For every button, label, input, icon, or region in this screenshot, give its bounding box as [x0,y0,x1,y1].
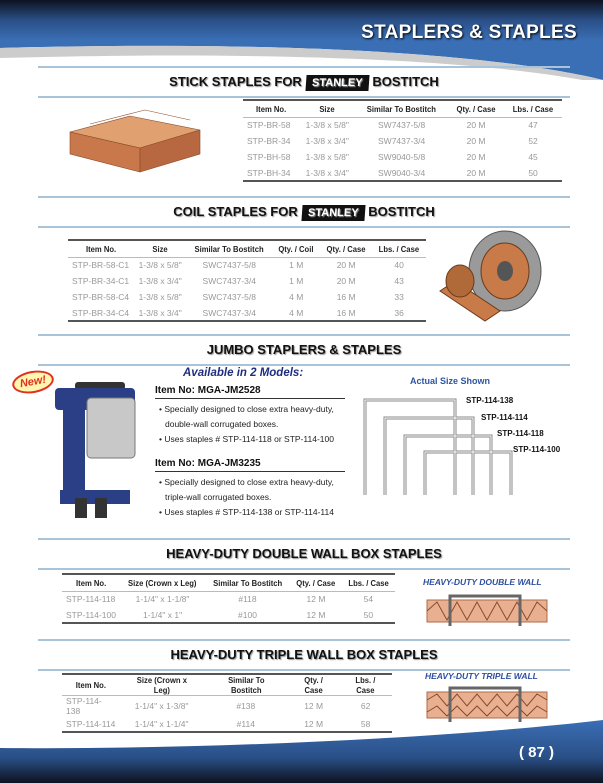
table-cell: 16 M [336,292,356,302]
model-1 [155,385,345,447]
bullet: • Uses staples # STP-114-118 or STP-114-100 [159,434,334,444]
model-item-no: Item No: MGA-JM2528 [155,385,345,399]
double-wall-image [425,590,550,635]
bullet-text: Uses staples # STP-114-138 or STP-114-114 [164,507,334,517]
table-header [243,100,562,117]
col-header: Similar To Bostitch [209,574,286,591]
section-header-stick [38,66,570,98]
table-cell: STP-114-118 [66,594,116,605]
jumbo-stapler-image [45,378,153,528]
brand-name: BOSTITCH [368,204,435,219]
col-header: Qty. / Case [291,674,337,696]
bullet-cont: triple-wall corrugated boxes. [165,492,272,502]
table-cell: 1-3/8 x 5/8" [305,120,349,131]
section-header-triple-wall [38,639,570,671]
table-cell: 20 M [466,167,486,178]
brand-name: BOSTITCH [372,74,439,89]
table-cell: STP-114-138 [66,696,102,716]
table-row [68,273,426,289]
table-row [243,165,562,181]
table-cell: 4 M [289,307,304,318]
table-cell: 50 [528,167,538,178]
coil-staples-image [430,226,545,331]
staple-label: STP-114-114 [481,413,528,422]
table-cell: #138 [236,701,256,711]
staple-size-diagram [360,390,530,500]
table-cell: 1-1/4" x 1-1/8" [135,594,190,605]
table-cell: SWC7437-5/8 [202,260,256,271]
table-row [68,305,426,321]
table-cell: SW7437-3/4 [378,136,426,146]
table-cell: 50 [363,609,374,620]
table-cell: 58 [360,718,371,729]
table-cell: 1-1/4" x 1-1/4" [134,718,189,729]
table-cell: STP-114-100 [66,609,116,620]
table-cell: 20 M [466,136,486,146]
table-cell: #114 [236,718,255,729]
table-cell: 40 [394,260,404,271]
col-header: Item No. [71,240,131,257]
table-cell: 1-3/8 x 5/8" [138,260,182,271]
col-header: Similar To Bostitch [190,240,268,257]
table-cell: 1-3/8 x 3/4" [138,307,182,318]
table-cell: STP-BR-58 [247,120,291,131]
table-row [243,149,562,165]
table-cell: SWC7437-3/4 [202,276,256,286]
table-cell: STP-BR-34-C4 [72,307,130,318]
bullet-text: Specially designed to close extra heavy-duty, [164,404,334,414]
page-number: ( 87 ) [519,744,555,761]
table-cell: SW7437-5/8 [378,120,426,131]
col-header: Lbs. / Case [375,240,423,257]
bullet-text: Specially designed to close extra heavy-duty, [164,477,334,487]
triple-wall-label: HEAVY-DUTY TRIPLE WALL [425,671,538,681]
table-cell: 45 [528,152,538,162]
table-row [68,257,426,273]
table-cell: 1-1/4" x 1-3/8" [134,701,189,711]
section-header-coil [38,196,570,228]
table-cell: SW9040-3/4 [378,167,426,178]
col-header: Lbs. / Case [342,674,389,696]
table-cell: SWC7437-5/8 [202,292,256,302]
table-cell: SW9040-5/8 [378,152,426,162]
model-item-no: Item No: MGA-JM3235 [155,458,345,472]
section-title: STICK STAPLES FOR [169,74,302,89]
table-cell: 12 M [304,718,324,729]
page-title: STAPLERS & STAPLES [361,22,577,43]
stanley-logo: STANLEY [301,205,365,221]
section-header-double-wall [38,538,570,570]
col-header: Lbs. / Case [344,574,392,591]
table-cell: STP-114-114 [66,718,116,729]
table-row [62,696,392,717]
bullet: • Specially designed to close extra heavy-duty, [159,477,334,487]
table-row [243,133,562,149]
table-cell: 20 M [336,276,356,286]
table-cell: 12 M [306,609,326,620]
table-cell: SWC7437-3/4 [202,307,256,318]
table-cell: 1 M [289,260,304,271]
coil-staples-table [68,239,426,322]
table-cell: 36 [394,307,404,318]
col-header: Item No. [65,574,117,591]
table-header [62,674,392,696]
col-header: Size (Crown x Leg) [125,574,201,591]
col-header: Size [302,100,352,117]
col-header: Qty. / Case [293,574,339,591]
bullet: • Specially designed to close extra heavy-duty, [159,404,334,414]
model-2 [155,458,345,520]
col-header: Qty. / Case [451,100,501,117]
table-cell: 1-1/4" x 1" [143,609,183,620]
table-cell: 12 M [306,594,326,605]
table-cell: 1-3/8 x 3/4" [138,276,182,286]
table-cell: STP-BR-34 [247,136,291,146]
col-header: Similar To Bostitch [360,100,443,117]
table-cell: 20 M [466,120,486,131]
section-title: JUMBO STAPLERS & STAPLES [206,342,402,357]
actual-size-label: Actual Size Shown [410,376,491,386]
table-header [68,240,426,257]
table-cell: 4 M [289,292,304,302]
new-badge: New! [10,368,55,397]
table-cell: 12 M [304,701,324,711]
table-cell: STP-BR-58-C1 [72,260,130,271]
col-header: Lbs. / Case [507,100,559,117]
table-cell: 62 [360,701,371,711]
col-header: Qty. / Case [323,240,370,257]
table-cell: STP-BR-58-C4 [72,292,130,302]
section-title: COIL STAPLES FOR [173,204,298,219]
staple-label: STP-114-100 [513,445,561,454]
table-cell: 52 [528,136,538,146]
stanley-logo: STANLEY [305,75,369,91]
double-wall-label: HEAVY-DUTY DOUBLE WALL [423,577,542,587]
table-cell: 1-3/8 x 3/4" [305,136,349,146]
table-cell: 20 M [336,260,356,271]
table-cell: 20 M [466,152,486,162]
table-cell: 33 [394,292,404,302]
table-row [62,607,395,623]
table-cell: STP-BR-34-C1 [72,276,130,286]
table-cell: 16 M [336,307,356,318]
staple-label: STP-114-118 [497,429,544,438]
table-cell: 43 [394,276,404,286]
bullet-cont: double-wall corrugated boxes. [165,419,279,429]
section-title: HEAVY-DUTY TRIPLE WALL BOX STAPLES [170,647,438,662]
table-cell: STP-BH-58 [247,152,291,162]
table-cell: 1 M [289,276,304,286]
bullet-text: Uses staples # STP-114-118 or STP-114-100 [164,434,334,444]
col-header: Size [137,240,184,257]
col-header: Similar To Bostitch [208,674,284,696]
table-header [62,574,395,591]
footer-banner [0,720,603,783]
section-title: HEAVY-DUTY DOUBLE WALL BOX STAPLES [166,546,442,561]
stick-staples-table [243,99,562,182]
table-cell: 47 [528,120,538,131]
table-cell: 54 [363,594,374,605]
bullet: • Uses staples # STP-114-138 or STP-114-114 [159,507,334,517]
staple-label: STP-114-138 [466,396,514,405]
available-models-label: Available in 2 Models: [183,367,304,379]
col-header: Item No. [65,674,117,696]
double-wall-table [62,573,395,624]
col-header: Size (Crown x Leg) [124,674,199,696]
table-cell: #118 [238,594,257,605]
table-cell: STP-BH-34 [247,167,291,178]
table-cell: 1-3/8 x 5/8" [305,152,349,162]
col-header: Item No. [246,100,297,117]
table-row [243,117,562,133]
table-cell: 1-3/8 x 3/4" [305,167,349,178]
table-row [62,591,395,607]
section-header-jumbo [38,334,570,366]
table-cell: #100 [238,609,257,620]
col-header: Qty. / Coil [275,240,318,257]
table-row [68,289,426,305]
stick-staples-image [60,102,210,177]
table-cell: 1-3/8 x 5/8" [138,292,182,302]
